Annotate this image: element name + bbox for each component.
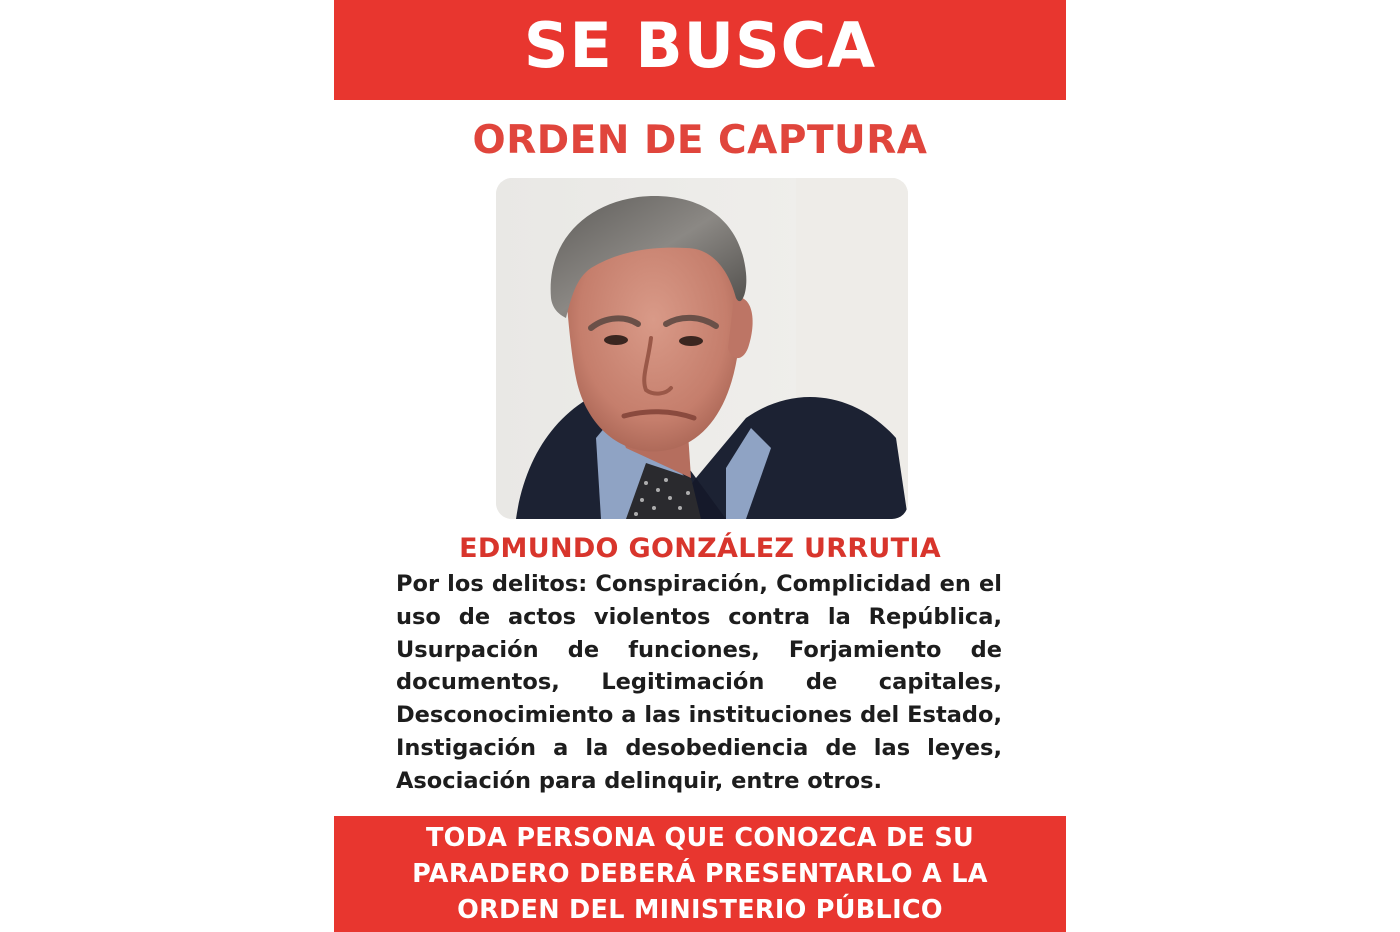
top-banner <box>334 0 1066 100</box>
charges-text: Por los delitos: Conspiración, Complicidad en el uso de actos violentos contra la República, Usurpación de funciones, Forjamiento de documentos, Legitimación de capitales, Desconocimiento a las instituciones del Estado, Instigación a la desobediencia de las leyes, Asociación para delinquir, entre otros. <box>396 571 1002 794</box>
footer-notice: TODA PERSONA QUE CONOZCA DE SU PARADERO DEBERÁ PRESENTARLO A LA ORDEN DEL MINISTERIO PÚBLICO <box>412 823 988 925</box>
bottom-banner <box>334 816 1066 932</box>
poster-subtitle: ORDEN DE CAPTURA <box>472 118 928 163</box>
person-name: EDMUNDO GONZÁLEZ URRUTIA <box>459 533 941 564</box>
portrait-photo <box>496 178 908 519</box>
poster-title: SE BUSCA <box>523 9 877 82</box>
wanted-poster <box>334 0 1066 932</box>
